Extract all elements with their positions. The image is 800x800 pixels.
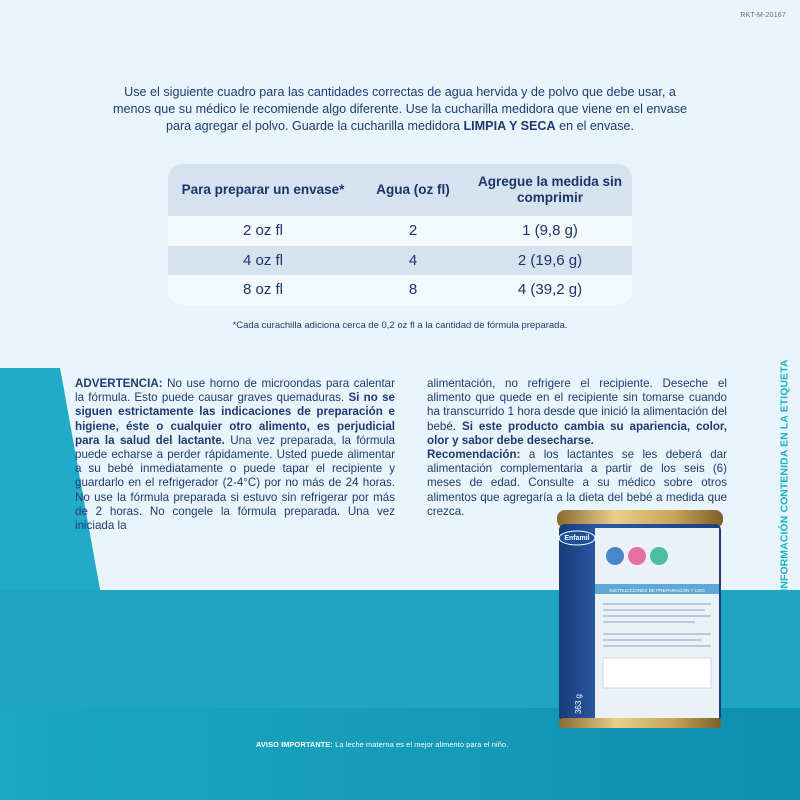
cell-volume: 8 oz fl [242,281,284,299]
can-mini-table [603,658,711,688]
can-badge-icon [650,547,668,565]
product-can-image [555,508,725,730]
intro-paragraph [110,84,690,135]
notice-label: AVISO IMPORTANTE: [256,740,333,749]
cell-scoops: 2 (19,6 g) [517,251,583,269]
can-base [559,718,721,728]
cell-scoops: 4 (39,2 g) [517,281,583,299]
reference-code: RKT-M-20167 [740,12,786,19]
table-footnote: *Cada curachilla adiciona cerca de 0,2 oz fl a la cantidad de fórmula preparada. [232,320,568,331]
intro-bold: LIMPIA Y SECA [463,119,556,133]
warning-label: ADVERTENCIA: [75,377,163,390]
can-brand-text: Enfamil [564,535,590,542]
can-banner-text: INSTRUCCIONES DE PREPARACIÓN Y USO [609,588,705,593]
table-header [168,164,632,216]
table-row [168,216,632,246]
intro-text-2: en el envase. [555,119,635,133]
warning-column-left [75,377,395,533]
recommendation-text: a los lactantes se les deberá dar alimentación complementaria a partir de los seis (6) meses de edad. Consulte a su médico sobre otros alimentos que agregaría a la dieta del bebé a medida que crezca. [427,448,727,518]
header-water: Agua (oz fl) [376,182,450,197]
cell-water: 2 [408,222,418,240]
header-measure: Agregue la medida sin comprimir [477,174,623,205]
warning-bold-1: Si no se siguen estrictamente las indicaciones de preparación e higiene, éste o cualquier otro alimento, es perjudicial para la salud del lactante. [75,391,395,447]
header-prepare: Para preparar un envase* [181,182,345,197]
cell-scoops: 1 (9,8 g) [522,222,578,240]
can-badge-icon [628,547,646,565]
preparation-table [168,164,632,305]
can-weight: 363 g [574,693,583,715]
warning-bold-2: Si este producto cambia su apariencia, color, olor y sabor debe desecharse. [427,419,727,447]
can-badge-icon [606,547,624,565]
cell-volume: 2 oz fl [242,222,284,240]
warning-column-right [427,377,727,519]
recommendation-label: Recomendación: [427,448,521,462]
warning-text-1: No use horno de microondas para calentar la fórmula. Esto puede causar graves quemaduras. [75,377,395,405]
table-row [168,275,632,305]
notice-text: La leche materna es el mejor alimento para el niño. [332,740,509,749]
warning-text-2: Una vez preparada, la fórmula puede echarse a perder rápidamente. Usted puede alimentar a su bebé inmediatamente o puede tapar el recipiente y guardarlo en el refrigerador (2-4°C) por no más de 24 horas. No use la fórmula preparada si estuvo sin refrigerar por más de 2 horas. No congele la fórmula preparada. Una vez iniciada la [75,433,395,533]
table-row [168,246,632,276]
cell-water: 8 [408,281,418,299]
warning-text-3: alimentación, no refrigere el recipiente. Deseche el alimento que quede en el recipiente sin tomarse cuando ha transcurrido 1 hora desde que inició la alimentación del bebé. [427,377,727,433]
side-label [772,358,798,592]
side-label-text: INFORMACIÓN CONTENIDA EN LA ETIQUETA [779,358,791,592]
cell-water: 4 [408,251,418,269]
important-notice [256,740,508,749]
intro-text-1: Use el siguiente cuadro para las cantidades correctas de agua hervida y de polvo que debe usar, a menos que su médico le recomiende algo diferente. Use la cucharilla medidora que viene en el envase para agregar el polvo. Guarde la cucharilla medidora [112,85,688,133]
cell-volume: 4 oz fl [242,251,284,269]
